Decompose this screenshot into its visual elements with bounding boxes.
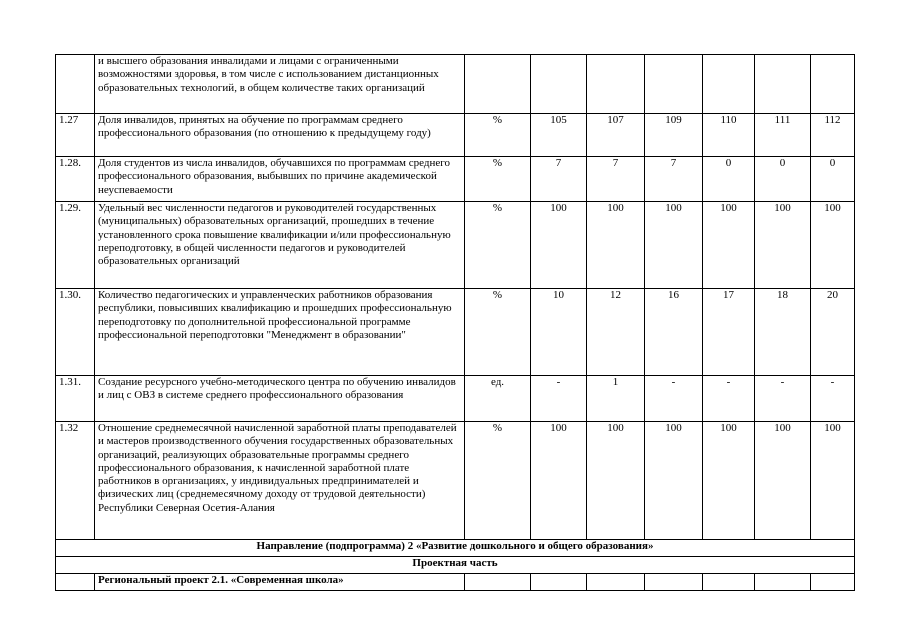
table-row [56,157,855,202]
value-cell: 100 [587,422,645,540]
value-cell [531,55,587,114]
section-heading-row [56,540,855,557]
value-cell: 100 [645,202,703,289]
unit-cell: % [465,157,531,202]
value-cell [587,55,645,114]
value-cell [531,574,587,591]
value-cell: 100 [755,422,811,540]
value-cell: 100 [703,202,755,289]
value-cell: 111 [755,114,811,157]
value-cell: 105 [531,114,587,157]
indicator-text: Доля инвалидов, принятых на обучение по программам среднего профессионального образования (по отношению к предыдущему году) [95,114,465,157]
unit-cell: % [465,114,531,157]
indicator-text: и высшего образования инвалидами и лицами с ограниченными возможностями здоровья, в том числе с использованием дистанционных образовательных технологий, в общем количестве таких организаций [95,55,465,114]
value-cell: 7 [645,157,703,202]
value-cell: 109 [645,114,703,157]
value-cell: 100 [703,422,755,540]
value-cell [811,574,855,591]
project-title: Региональный проект 2.1. «Современная школа» [95,574,465,591]
value-cell: 100 [645,422,703,540]
indicator-text: Создание ресурсного учебно-методического центра по обучению инвалидов и лиц с ОВЗ в системе среднего профессионального образования [95,376,465,422]
value-cell [587,574,645,591]
value-cell: - [755,376,811,422]
value-cell [811,55,855,114]
value-cell: 12 [587,289,645,376]
value-cell: 18 [755,289,811,376]
table-row [56,422,855,540]
value-cell [703,55,755,114]
value-cell [645,55,703,114]
value-cell: 100 [755,202,811,289]
section-heading: Направление (подпрограмма) 2 «Развитие дошкольного и общего образования» [56,540,855,557]
project-row [56,574,855,591]
value-cell: 0 [811,157,855,202]
part-heading-row [56,557,855,574]
unit-cell: % [465,289,531,376]
indicator-text: Отношение среднемесячной начисленной заработной платы преподавателей и мастеров производственного обучения государственных образовательных организаций, реализующих образовательные программы среднего профессионального образования, к начисленной заработной плате работников в организациях, у индивидуальных предпринимателей и физических лиц (среднемесячному доходу от трудовой деятельности) Республики Северная Осетия-Алания [95,422,465,540]
row-number: 1.32 [56,422,95,540]
value-cell: - [811,376,855,422]
row-number: 1.27 [56,114,95,157]
indicators-table [55,54,855,591]
value-cell [703,574,755,591]
value-cell: 20 [811,289,855,376]
value-cell: 100 [531,422,587,540]
indicator-text: Удельный вес численности педагогов и руководителей государственных (муниципальных) образовательных организаций, прошедших в течение установленного срока повышение квалификации и/или профессиональную переподготовку, в общей численности педагогов и руководителей образовательных организаций [95,202,465,289]
value-cell: 0 [703,157,755,202]
value-cell: 0 [755,157,811,202]
value-cell [755,574,811,591]
value-cell: 7 [587,157,645,202]
value-cell: 1 [587,376,645,422]
indicator-text: Количество педагогических и управленческих работников образования республики, повысивших квалификацию и прошедших профессиональную переподготовку по дополнительной профессиональной программе профессиональной переподготовки "Менеджмент в образовании" [95,289,465,376]
value-cell [645,574,703,591]
unit-cell: % [465,202,531,289]
value-cell: 112 [811,114,855,157]
unit-cell [465,574,531,591]
unit-cell: ед. [465,376,531,422]
value-cell: - [645,376,703,422]
row-number [56,55,95,114]
value-cell: 10 [531,289,587,376]
value-cell: 7 [531,157,587,202]
value-cell: 100 [587,202,645,289]
table-row [56,114,855,157]
row-number: 1.29. [56,202,95,289]
table-row [56,202,855,289]
unit-cell [465,55,531,114]
value-cell: 107 [587,114,645,157]
value-cell [755,55,811,114]
indicator-text: Доля студентов из числа инвалидов, обучавшихся по программам среднего профессионального образования, выбывших по причине академической неуспеваемости [95,157,465,202]
table-row [56,55,855,114]
value-cell: - [703,376,755,422]
value-cell: 100 [531,202,587,289]
unit-cell: % [465,422,531,540]
table-row [56,289,855,376]
part-heading: Проектная часть [56,557,855,574]
value-cell: 110 [703,114,755,157]
row-number [56,574,95,591]
row-number: 1.31. [56,376,95,422]
value-cell: - [531,376,587,422]
value-cell: 100 [811,422,855,540]
table-row [56,376,855,422]
row-number: 1.30. [56,289,95,376]
value-cell: 100 [811,202,855,289]
value-cell: 17 [703,289,755,376]
value-cell: 16 [645,289,703,376]
row-number: 1.28. [56,157,95,202]
